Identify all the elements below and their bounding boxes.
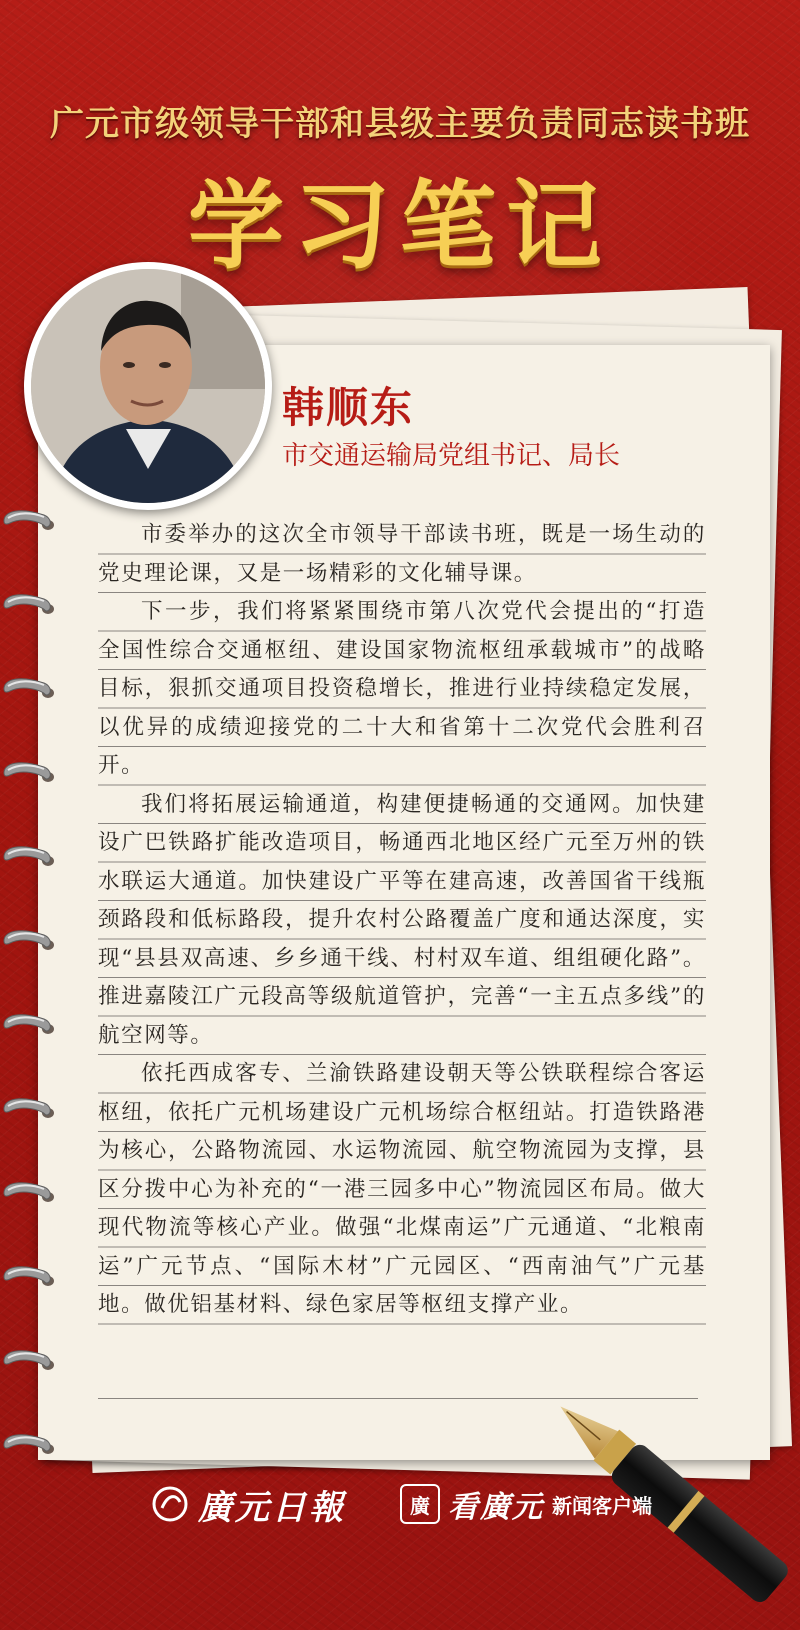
footer [0,1478,800,1534]
binder-ring-icon [0,1345,58,1375]
binder-ring-icon [0,505,58,535]
header-title: 学习笔记 [188,170,612,282]
avatar-photo [31,269,265,503]
binder-ring-icon [0,1261,58,1291]
logo-a-text: 廣元日報 [198,1487,346,1528]
newspaper-logo-icon [150,1484,190,1524]
binder-ring-icon [0,1009,58,1039]
binder-ring-icon [0,589,58,619]
person-photo-icon [31,269,265,503]
binder-ring-icon [0,1177,58,1207]
logo-kan-guangyuan [400,1478,652,1530]
article-paragraph: 市委举办的这次全市领导干部读书班，既是一场生动的党史理论课，又是一场精彩的文化辅导课。 [98,522,706,586]
person-name: 韩顺东 [282,383,415,432]
article-body [98,516,706,1325]
binder-ring-icon [0,841,58,871]
article-paragraph: 下一步，我们将紧紧围绕市第八次党代会提出的“打造全国性综合交通枢纽、建设国家物流枢纽承载城市”的战略目标，狠抓交通项目投资稳增长，推进行业持续稳定发展，以优异的成绩迎接党的二十大和省第十二次党代会胜利召开。 [98,599,706,778]
logo-b-text: 看廣元 [448,1490,544,1525]
person-position: 市交通运输局党组书记、局长 [282,441,621,471]
app-logo-icon: 廣 [400,1484,440,1524]
article-paragraph: 依托西成客专、兰渝铁路建设朝天等公铁联程综合客运枢纽，依托广元机场建设广元机场综合枢纽站。打造铁路港为核心，公路物流园、水运物流园、航空物流园为支撑，县区分拨中心为补充的“一港三园多中心”物流园区布局。做大现代物流等核心产业。做强“北煤南运”广元通道、“北粮南运”广元节点、“国际木材”广元园区、“西南油气”广元基地。做优铝基材料、绿色家居等枢纽支撑产业。 [98,1061,706,1317]
binder-ring-icon [0,925,58,955]
article-paragraph: 我们将拓展运输通道，构建便捷畅通的交通网。加快建设广巴铁路扩能改造项目，畅通西北地区经广元至万州的铁水联运大通道。加快建设广平等在建高速，改善国省干线瓶颈路段和低标路段，提升农村公路覆盖广度和通达深度，实现“县县双高速、乡乡通干线、村村双车道、组组硬化路”。推进嘉陵江广元段高等级航道管护，完善“一主五点多线”的航空网等。 [98,791,706,1048]
header-subtitle: 广元市级领导干部和县级主要负责同志读书班 [50,104,750,144]
avatar [24,262,272,510]
logo-b-suffix: 新闻客户端 [552,1493,652,1518]
binder-ring-icon [0,757,58,787]
binder-ring-icon [0,1093,58,1123]
binder-ring-icon [0,1429,58,1459]
binder-ring-icon [0,673,58,703]
logo-guangyuan-daily [150,1478,346,1530]
